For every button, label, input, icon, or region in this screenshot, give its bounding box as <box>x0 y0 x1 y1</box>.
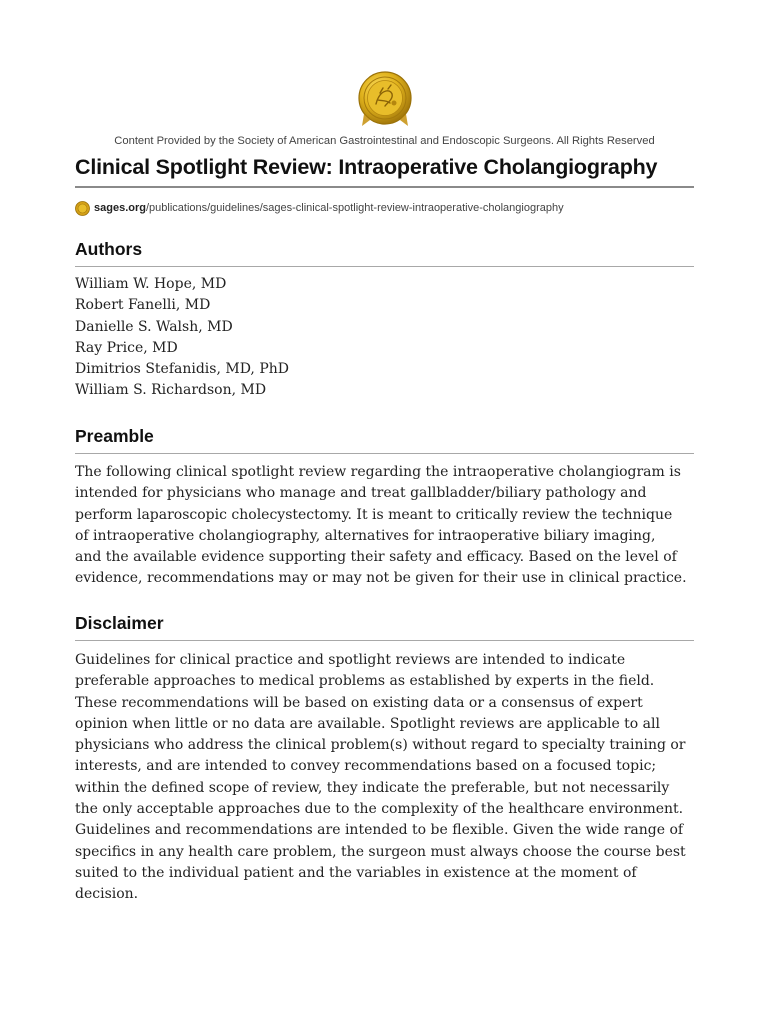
text-line: These recommendations will be based on existing data or a consensus of expert <box>75 694 643 711</box>
preamble-paragraph <box>75 462 694 590</box>
text-line: decision. <box>75 886 139 903</box>
copyright-credit: Content Provided by the Society of American Gastrointestinal and Endoscopic Surgeons. All Rights Reserved <box>114 135 655 147</box>
source-url[interactable] <box>75 199 564 217</box>
text-line: Guidelines for clinical practice and spotlight reviews are intended to indicate <box>75 652 626 668</box>
text-line: perform laparoscopic cholecystectomy. It is meant to critically review the technique <box>75 506 673 523</box>
author-name: Danielle S. Walsh, MD <box>75 318 233 335</box>
disclaimer-heading: Disclaimer <box>75 613 694 641</box>
text-line: suited to the individual patient and the variables in existence at the moment of <box>75 864 637 881</box>
text-line: evidence, recommendations may or may not be given for their use in clinical practice. <box>75 570 687 587</box>
sages-seal-icon <box>358 70 412 130</box>
url-path[interactable]: /publications/guidelines/sages-clinical-spotlight-review-intraoperative-cholangiography <box>145 202 564 214</box>
document-title: Clinical Spotlight Review: Intraoperative Cholangiography <box>75 155 694 188</box>
sages-seal-small-icon <box>75 201 90 216</box>
author-name: Dimitrios Stefanidis, MD, PhD <box>75 361 289 378</box>
disclaimer-paragraph <box>75 650 694 906</box>
text-line: The following clinical spotlight review regarding the intraoperative cholangiogram is <box>75 464 681 480</box>
text-line: Guidelines and recommendations are intended to be flexible. Given the wide range of <box>75 822 684 839</box>
preamble-heading: Preamble <box>75 426 694 454</box>
text-line: physicians who address the clinical problem(s) without regard to specialty training or <box>75 737 686 754</box>
text-line: specifics in any health care problem, the surgeon must always choose the course best <box>75 843 686 860</box>
author-name: Robert Fanelli, MD <box>75 297 211 314</box>
url-domain[interactable]: sages.org <box>94 202 146 214</box>
author-name: Ray Price, MD <box>75 339 178 356</box>
text-line: interests, and are intended to convey recommendations based on a focused topic; <box>75 758 657 775</box>
text-line: of intraoperative cholangiography, alternatives for intraoperative biliary imaging, <box>75 527 656 544</box>
text-line: intended for physicians who manage and treat gallbladder/biliary pathology and <box>75 485 647 502</box>
text-line: the only acceptable approaches due to the complexity of the healthcare environment. <box>75 801 684 818</box>
author-name: William S. Richardson, MD <box>75 382 267 399</box>
author-name: William W. Hope, MD <box>75 276 227 292</box>
text-line: within the defined scope of review, they indicate the preferable, but not necessarily <box>75 779 670 796</box>
authors-list <box>75 274 694 402</box>
authors-heading: Authors <box>75 239 694 267</box>
text-line: opinion when little or no data are available. Spotlight reviews are applicable to all <box>75 715 660 732</box>
text-line: and the available evidence supporting their safety and efficacy. Based on the level of <box>75 549 677 566</box>
text-line: preferable approaches to medical problems as established by experts in the field. <box>75 673 655 690</box>
